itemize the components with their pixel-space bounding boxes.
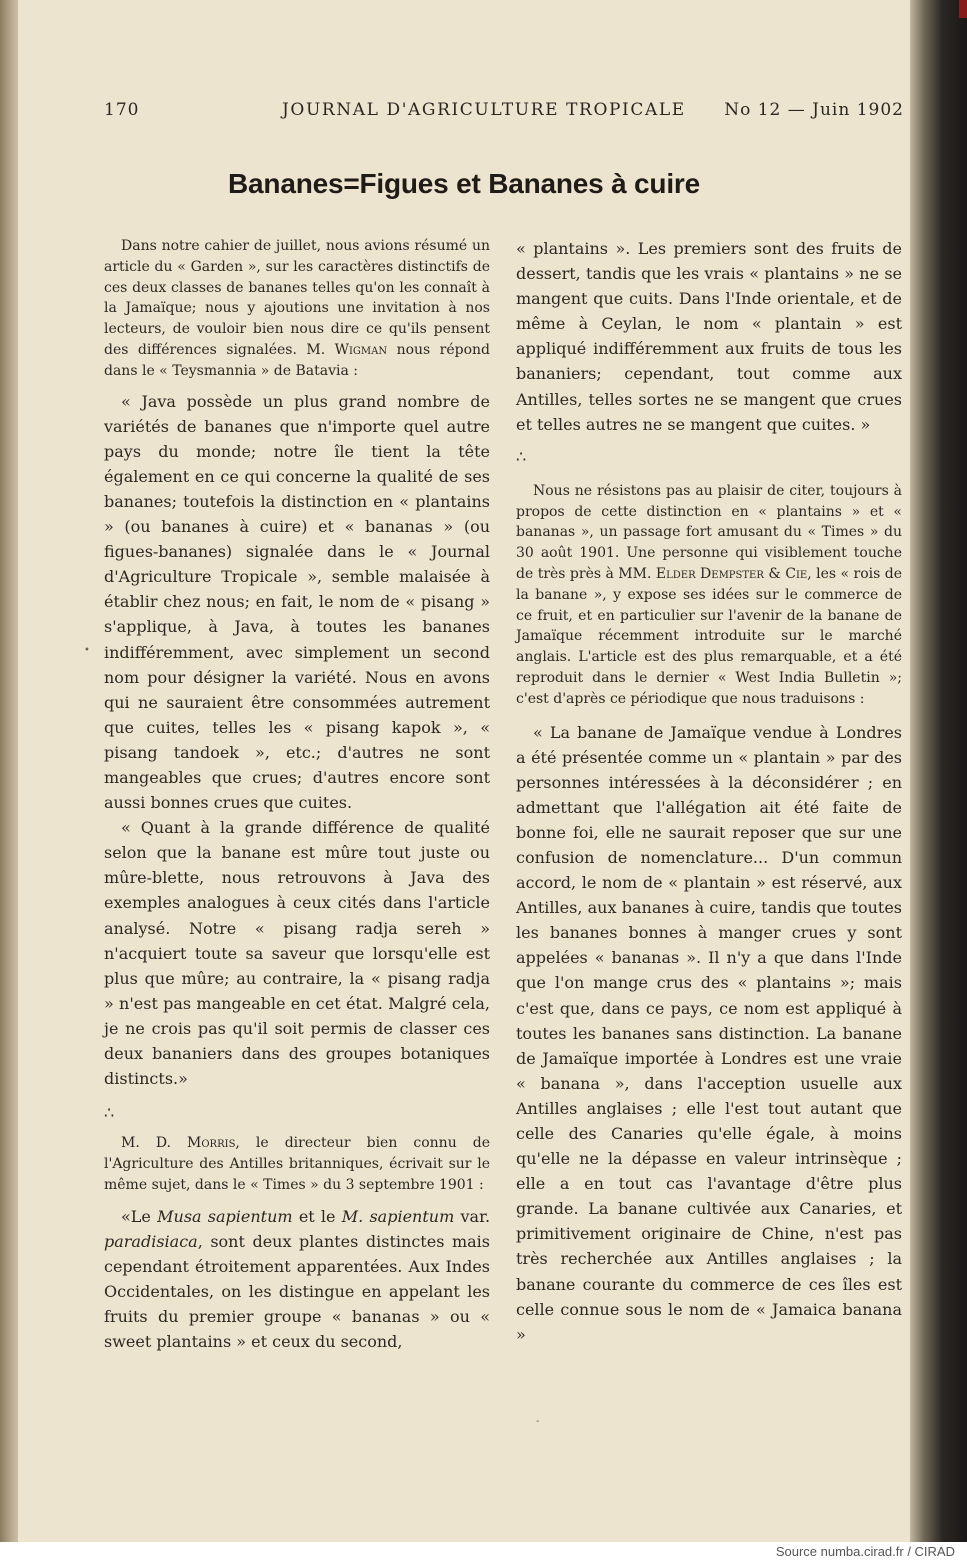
intro-paragraph [104,236,490,382]
company-elder-dempster: Elder Dempster & Cie [655,565,808,582]
times-paragraph [516,481,902,710]
section-separator: ∴ [104,1103,115,1123]
page [18,0,910,1542]
section-separator-right: ∴ [516,446,527,466]
latin-m-sapientum: M. sapientum [341,1206,455,1226]
quote-musa [104,1204,490,1355]
author-wigman: M. Wigman [306,341,388,358]
journal-title: JOURNAL D'AGRICULTURE TROPICALE [282,100,686,120]
page-speck-2: - [536,1416,540,1427]
right-column [516,236,902,1347]
intro-end: nous répond dans le « Teysmannia » de Batavia : [104,341,491,379]
times-text-b: , les « rois de la banane », y expose ses idées sur le commerce de ce fruit, et en particulier sur l'avenir de la banane de Jamaïque récemment introduite sur le marché anglais. L'article est des plus remarquable, et a été reproduit dans le dernier « West India Bulletin »; c'est d'après ce périodique que nous traduisons : [516,565,903,707]
page-stack-edge [906,0,967,1542]
author-morris: M. D. Morris [121,1135,236,1152]
page-speck: • [84,645,90,656]
quote-musa-a: «Le [121,1206,151,1226]
image-source-credit: Source numba.cirad.fr / CIRAD [775,1544,955,1559]
quote-java-2: « Quant à la grande différence de qualité selon que la banane est mûre tout juste ou mûre-blette, nous retrouvons à Java des exemples analogues à ceux cités dans l'article analysé. Notre « pisang radja sereh » n'acquiert toute sa saveur que lorsqu'elle est plus que mûre; au contraire, la « pisang radja » n'est pas mangeable en cet état. Malgré cela, je ne crois pas qu'il soit permis de classer ces deux bananiers dans des groupes botaniques distincts.» [104,818,490,1089]
morris-paragraph [104,1133,490,1195]
latin-paradisiaca: paradisiaca [104,1231,198,1251]
times-text-a: Nous ne résistons pas au plaisir de citer, toujours à propos de cette distinction en « plantains » et « bananas », un passage fort amusant du « Times » du 30 août 1901. Une personne qui visiblement touche de très près à MM. [516,482,902,582]
bookmark-ribbon [959,0,967,18]
left-column [104,236,490,1354]
page-number: 170 [104,100,140,120]
intro-text: Dans notre cahier de juillet, nous avions résumé un article du « Garden », sur les caractères distinctifs de ces deux classes de bananes telles qu'on les connaît à la Jamaïque; nous y ajoutions une invitation à nos lecteurs, de vouloir bien nous dire ce qu'ils pensent des différences signalées. [104,238,490,358]
quote-java-1: « Java possède un plus grand nombre de variétés de bananes que n'importe quel autre pays du monde; notre île tient la tête également en ce qui concerne la qualité de ses bananes; toutefois la distinction en « plantains » (ou bananes à cuire) et « bananas » (ou figues-bananes) signalée dans le « Journal d'Agriculture Tropicale », semble malaisée à établir chez nous; en fait, le nom de « pisang » s'applique, à Java, à toutes les bananes indifféremment, avec simplement un second nom pour désigner la variété. Nous en avons qui ne sauraient être consommées autrement que cuites, telles les « pisang kapok », « pisang tandoek », etc.; d'autres ne sont mangeables que crues; d'autres encore sont aussi bonnes crues que cuites. [104,391,490,813]
quote-musa-g: , sont deux plantes distinctes mais cependant étroitement apparentées. Aux Indes Occidentales, on les distingue en appelant les fruits du premier groupe « bananas » ou « sweet plantains » et ceux du second, [104,1231,490,1352]
article-title: Bananes=Figues et Bananes à cuire [228,168,700,199]
quote-musa-e: var. [460,1206,491,1226]
continuation-paragraph: « plantains ». Les premiers sont des fruits de dessert, tandis que les vrais « plantains » ne se mangent que cuits. Dans l'Inde orientale, et de même à Ceylan, le nom « plantain » est appliqué indifféremment aux fruits de tous les bananiers; cependant, tout comme aux Antilles, telles sortes ne se mangent que crues et telles autres ne se mangent que cuites. » [516,239,902,434]
morris-text: , le directeur bien connu de l'Agriculture des Antilles britanniques, écrivait sur le même sujet, dans le « Times » du 3 septembre 1901 : [104,1135,490,1193]
latin-musa-sapientum: Musa sapientum [157,1206,293,1226]
quote-musa-c: et le [298,1206,336,1226]
running-head [104,100,904,130]
issue-date: No 12 — Juin 1902 [724,100,904,120]
quote-jamaica: « La banane de Jamaïque vendue à Londres a été présentée comme un « plantain » par des personnes intéressées à la déconsidérer ; en admettant que l'allégation ait été faite de bonne foi, elle ne saurait reposer que sur une confusion de nomenclature... D'un commun accord, le nom de « plantain » est réservé, aux Antilles, aux bananes à cuire, tandis que toutes les bananes bonnes à manger crues y sont appelées « bananas ». Il n'y a que dans l'Inde que l'on mange crus des « plantains »; mais c'est que, dans ce pays, ce nom est appliqué à toutes les bananes sans distinction. La banane de Jamaïque importée à Londres est une vraie « banana », dans l'acception usuelle aux Antilles anglaises ; elle l'est tout autant que celle des Canaries qu'elle égale, à moins qu'elle ne la dépasse en valeur intrinsèque ; elle a en tout cas l'avantage d'être plus grande. La banane cultivée aux Canaries, et primitivement originaire de Chine, n'est pas très recherchée aux Antilles anglaises ; la banane courante du commerce de ces îles est celle connue sous le nom de « Jamaica banana » [516,722,902,1344]
